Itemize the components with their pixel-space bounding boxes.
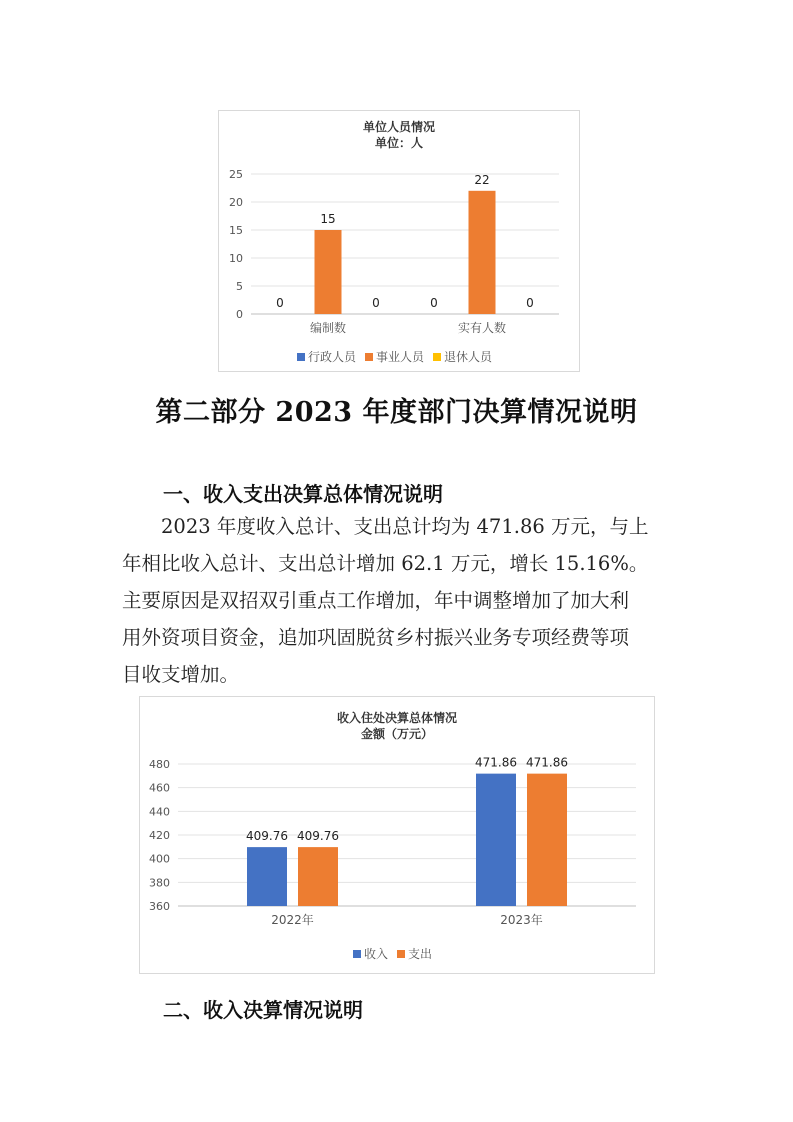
bar <box>476 774 516 906</box>
paragraph-line: 目收支增加。 <box>122 663 240 686</box>
data-label: 471.86 <box>526 755 568 770</box>
paragraph-line: 用外资项目资金，追加巩固脱贫乡村振兴业务专项经费等项 <box>122 626 630 649</box>
staff-chart <box>218 110 580 372</box>
income-expense-chart <box>139 696 655 974</box>
x-tick-label: 实有人数 <box>457 321 507 335</box>
data-label: 0 <box>372 296 380 310</box>
y-tick-label: 20 <box>229 196 243 209</box>
chart-title: 单位人员情况 <box>362 120 436 134</box>
section2-heading: 二、收入决算情况说明 <box>163 998 363 1022</box>
bar <box>527 774 567 906</box>
y-tick-label: 480 <box>149 758 170 771</box>
y-tick-label: 380 <box>149 876 170 890</box>
bar <box>247 847 287 906</box>
bar <box>469 191 496 314</box>
data-label: 15 <box>320 212 336 226</box>
y-tick-label: 5 <box>236 280 243 293</box>
staff-chart-svg <box>219 111 579 371</box>
chart-title: 收入住处决算总体情况 <box>336 711 458 725</box>
section1-heading: 一、收入支出决算总体情况说明 <box>163 482 443 506</box>
data-label: 0 <box>276 296 284 310</box>
income-expense-chart-svg <box>140 697 654 973</box>
y-tick-label: 15 <box>229 224 243 237</box>
chart-subtitle: 单位：人 <box>374 136 424 150</box>
y-tick-label: 0 <box>236 308 243 321</box>
y-tick-label: 25 <box>229 168 243 181</box>
legend-swatch <box>297 353 305 361</box>
x-tick-label: 2023年 <box>500 913 543 927</box>
data-label: 0 <box>526 296 534 310</box>
legend-swatch <box>397 950 405 958</box>
legend-label: 事业人员 <box>376 350 425 364</box>
paragraph-line: 2023 年度收入总计、支出总计均为 471.86 万元，与上 <box>161 515 649 538</box>
legend-swatch <box>433 353 441 361</box>
y-tick-label: 420 <box>149 829 170 842</box>
data-label: 471.86 <box>475 755 517 770</box>
data-label: 409.76 <box>246 829 288 844</box>
legend-swatch <box>353 950 361 958</box>
legend-label: 行政人员 <box>308 350 357 364</box>
legend-label: 支出 <box>408 947 433 961</box>
data-label: 0 <box>430 296 438 310</box>
bar <box>298 847 338 906</box>
legend-label: 收入 <box>364 947 389 961</box>
data-label: 409.76 <box>297 829 339 844</box>
paragraph-line: 主要原因是双招双引重点工作增加，年中调整增加了加大利 <box>122 589 630 612</box>
y-tick-label: 460 <box>149 781 170 795</box>
chart-subtitle: 金额（万元） <box>360 727 434 741</box>
page-title: 第二部分 2023 年度部门决算情况说明 <box>155 397 638 428</box>
x-tick-label: 编制数 <box>309 321 347 335</box>
y-tick-label: 360 <box>149 900 170 913</box>
data-label: 22 <box>474 172 490 187</box>
x-tick-label: 2022年 <box>271 913 314 927</box>
paragraph-line: 年相比收入总计、支出总计增加 62.1 万元，增长 15.16%。 <box>122 552 649 575</box>
legend-label: 退休人员 <box>444 350 493 364</box>
section1-paragraph <box>122 508 682 693</box>
y-tick-label: 440 <box>149 805 170 819</box>
legend-swatch <box>365 353 373 361</box>
y-tick-label: 400 <box>149 852 170 866</box>
y-tick-label: 10 <box>229 252 243 265</box>
bar <box>315 230 342 314</box>
